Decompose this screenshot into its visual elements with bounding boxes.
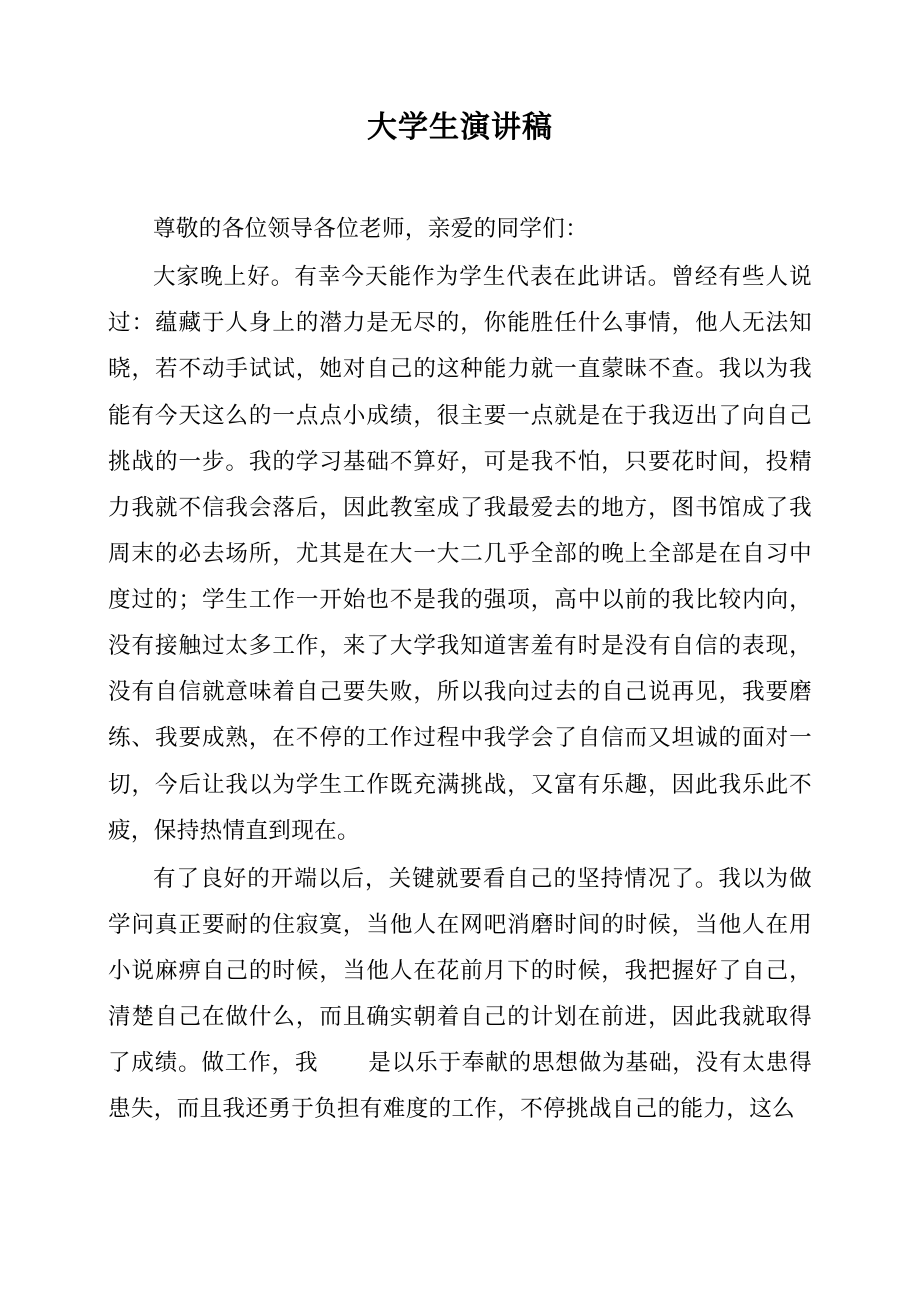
paragraph-2-part1: 有了良好的开端以后，关键就要看自己的坚持情况了。我以为做学问真正要耐的住寂寞，当他人在网吧消磨时间的时候，当他人在用小说麻痹自己的时候，当他人在花前月下的时候，我把握好了自己，清楚自己在做什么，而且确实朝着自己的计划在前进，因此我就取得了成绩。做工作，我 <box>108 865 812 1077</box>
page-title: 大学生演讲稿 <box>367 110 553 145</box>
paragraph-salutation: 尊敬的各位领导各位老师，亲爱的同学们： <box>153 216 589 242</box>
paragraph-1: 大家晚上好。有幸今天能作为学生代表在此讲话。曾经有些人说过：蕴藏于人身上的潜力是无尽的，你能胜任什么事情，他人无法知晓，若不动手试试，她对自己的这种能力就一直蒙昧不查。我以为我能有今天这么的一点点小成绩，很主要一点就是在于我迈出了向自己挑战的一步。我的学习基础不算好，可是我不怕，只要花时间，投精力我就不信我会落后，因此教室成了我最爱去的地方，图书馆成了我周末的必去场所，尤其是在大一大二几乎全部的晚上全部是在自习中度过的；学生工作一开始也不是我的强项，高中以前的我比较内向，没有接触过太多工作，来了大学我知道害羞有时是没有自信的表现，没有自信就意味着自己要失败，所以我向过去的自己说再见，我要磨练、我要成熟，在不停的工作过程中我学会了自信而又坦诚的面对一切，今后让我以为学生工作既充满挑战，又富有乐趣，因此我乐此不疲，保持热情直到现在。 <box>108 264 812 844</box>
paragraph-2 <box>108 856 812 1133</box>
document-body <box>108 206 812 1135</box>
paragraph-2-part2: 是以乐于奉献的思想做为基础，没有太患得患失，而且我还勇于负担有难度的工作，不停挑战自己的能力，这么 <box>108 1050 812 1123</box>
